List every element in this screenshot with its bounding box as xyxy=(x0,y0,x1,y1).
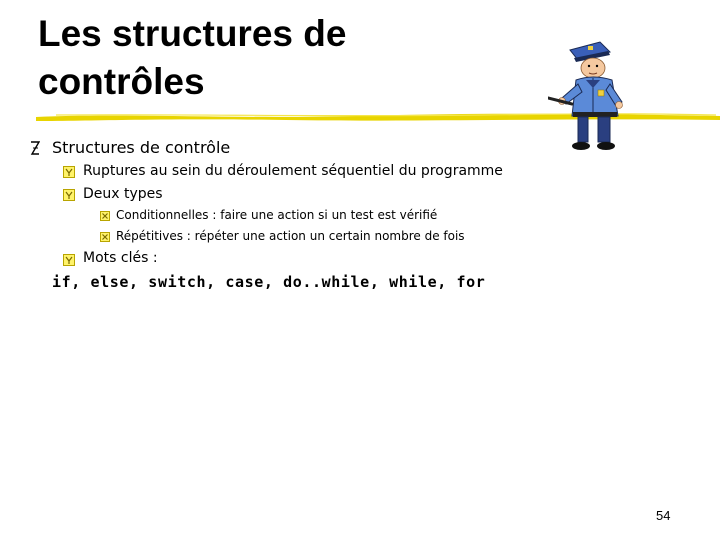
title-line-2: contrôles xyxy=(38,61,205,102)
slide-title xyxy=(38,10,346,106)
police-officer-illustration xyxy=(548,38,636,156)
bullet-mots-cles: Mots clés : xyxy=(83,250,158,266)
page-number: 54 xyxy=(656,508,671,523)
bullet-structures-de-controle: Structures de contrôle xyxy=(52,138,231,157)
x-box-icon xyxy=(100,211,110,221)
keywords-code-line: if, else, switch, case, do..while, while, for xyxy=(52,273,486,291)
bullet-conditionnelles: Conditionnelles : faire une action si un test est vérifié xyxy=(116,208,438,222)
z-bullet-icon xyxy=(30,140,40,156)
checkmark-box-icon xyxy=(63,166,75,178)
bullet-deux-types: Deux types xyxy=(83,186,163,202)
checkmark-box-icon xyxy=(63,189,75,201)
title-line-1: Les structures de xyxy=(38,13,347,54)
bullet-repetitives: Répétitives : répéter une action un certain nombre de fois xyxy=(116,229,465,243)
x-box-icon xyxy=(100,232,110,242)
bullet-ruptures: Ruptures au sein du déroulement séquentiel du programme xyxy=(83,163,503,179)
checkmark-box-icon xyxy=(63,254,75,266)
